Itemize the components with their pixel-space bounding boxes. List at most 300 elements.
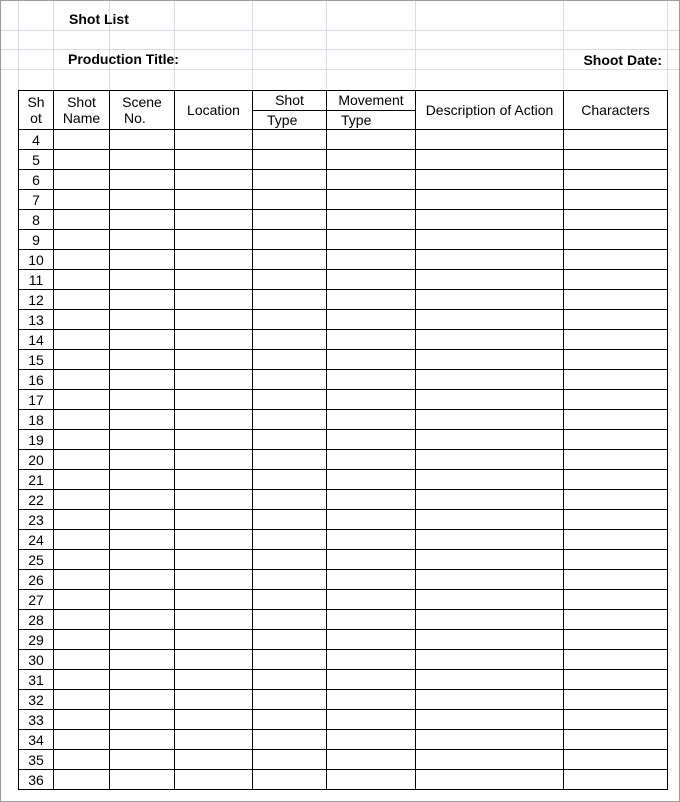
shot-name-cell[interactable]: [54, 370, 110, 390]
description-cell[interactable]: [416, 710, 564, 730]
characters-cell[interactable]: [564, 730, 668, 750]
table-row: [19, 330, 668, 350]
description-cell[interactable]: [416, 450, 564, 470]
location-cell[interactable]: [175, 750, 253, 770]
shot-name-cell[interactable]: [54, 470, 110, 490]
scene-no-cell[interactable]: [110, 570, 175, 590]
location-cell[interactable]: [175, 770, 253, 790]
scene-no-cell[interactable]: [110, 270, 175, 290]
location-cell[interactable]: [175, 310, 253, 330]
movement-type-cell[interactable]: [327, 570, 416, 590]
table-row: [19, 310, 668, 330]
description-cell[interactable]: [416, 330, 564, 350]
scene-no-cell[interactable]: [110, 710, 175, 730]
shot-name-cell[interactable]: [54, 410, 110, 430]
shot-name-cell[interactable]: [54, 530, 110, 550]
location-cell[interactable]: [175, 350, 253, 370]
location-cell[interactable]: [175, 730, 253, 750]
shot-name-cell[interactable]: [54, 190, 110, 210]
description-cell[interactable]: [416, 430, 564, 450]
scene-no-cell[interactable]: [110, 190, 175, 210]
table-row: [19, 230, 668, 250]
shot-number-cell: 30: [19, 650, 54, 670]
shot-name-cell[interactable]: [54, 730, 110, 750]
movement-type-cell[interactable]: [327, 310, 416, 330]
description-cell[interactable]: [416, 610, 564, 630]
characters-cell[interactable]: [564, 230, 668, 250]
movement-type-cell[interactable]: [327, 210, 416, 230]
scene-no-cell[interactable]: [110, 150, 175, 170]
description-cell[interactable]: [416, 650, 564, 670]
shot-type-cell[interactable]: [253, 370, 327, 390]
table-row: [19, 210, 668, 230]
shot-number-cell: 8: [19, 210, 54, 230]
movement-type-cell[interactable]: [327, 350, 416, 370]
shot-number-cell: 17: [19, 390, 54, 410]
scene-no-cell[interactable]: [110, 430, 175, 450]
shot-number-cell: 35: [19, 750, 54, 770]
scene-no-cell[interactable]: [110, 610, 175, 630]
movement-type-cell[interactable]: [327, 430, 416, 450]
shot-number-cell: 11: [19, 270, 54, 290]
scene-no-cell[interactable]: [110, 490, 175, 510]
movement-type-cell[interactable]: [327, 190, 416, 210]
description-cell[interactable]: [416, 150, 564, 170]
movement-type-cell[interactable]: [327, 410, 416, 430]
shot-name-cell[interactable]: [54, 750, 110, 770]
movement-type-cell[interactable]: [327, 150, 416, 170]
characters-cell[interactable]: [564, 330, 668, 350]
shot-type-cell[interactable]: [253, 650, 327, 670]
shot-name-cell[interactable]: [54, 130, 110, 150]
description-cell[interactable]: [416, 390, 564, 410]
table-row: [19, 590, 668, 610]
movement-type-cell[interactable]: [327, 730, 416, 750]
location-cell[interactable]: [175, 690, 253, 710]
location-cell[interactable]: [175, 430, 253, 450]
movement-type-cell[interactable]: [327, 710, 416, 730]
shot-name-cell[interactable]: [54, 390, 110, 410]
table-row: [19, 750, 668, 770]
scene-no-cell[interactable]: [110, 470, 175, 490]
description-cell[interactable]: [416, 570, 564, 590]
location-cell[interactable]: [175, 150, 253, 170]
shot-name-cell[interactable]: [54, 450, 110, 470]
shot-number-cell: 23: [19, 510, 54, 530]
table-row: [19, 370, 668, 390]
movement-type-cell[interactable]: [327, 230, 416, 250]
gridline: [563, 1, 564, 91]
gridline: [1, 69, 679, 70]
scene-no-cell[interactable]: [110, 250, 175, 270]
shot-name-cell[interactable]: [54, 210, 110, 230]
scene-no-cell[interactable]: [110, 670, 175, 690]
shot-name-cell[interactable]: [54, 270, 110, 290]
shot-name-cell[interactable]: [54, 330, 110, 350]
gridline: [667, 1, 668, 91]
scene-no-cell[interactable]: [110, 630, 175, 650]
shot-number-cell: 12: [19, 290, 54, 310]
location-cell[interactable]: [175, 290, 253, 310]
production-title-label: Production Title:: [68, 51, 179, 67]
scene-no-cell[interactable]: [110, 390, 175, 410]
characters-cell[interactable]: [564, 150, 668, 170]
characters-cell[interactable]: [564, 270, 668, 290]
shot-type-cell[interactable]: [253, 350, 327, 370]
shot-type-cell[interactable]: [253, 410, 327, 430]
shot-type-cell[interactable]: [253, 670, 327, 690]
movement-type-cell[interactable]: [327, 250, 416, 270]
shot-number-cell: 31: [19, 670, 54, 690]
movement-type-cell[interactable]: [327, 330, 416, 350]
shot-number-cell: 28: [19, 610, 54, 630]
location-cell[interactable]: [175, 710, 253, 730]
characters-cell[interactable]: [564, 470, 668, 490]
movement-type-cell[interactable]: [327, 770, 416, 790]
location-cell[interactable]: [175, 670, 253, 690]
shot-type-cell[interactable]: [253, 270, 327, 290]
scene-no-cell[interactable]: [110, 450, 175, 470]
shot-name-cell[interactable]: [54, 570, 110, 590]
characters-cell[interactable]: [564, 170, 668, 190]
description-cell[interactable]: [416, 210, 564, 230]
description-cell[interactable]: [416, 370, 564, 390]
table-row: [19, 630, 668, 650]
scene-no-cell[interactable]: [110, 210, 175, 230]
shot-number-cell: 7: [19, 190, 54, 210]
shot-number-cell: 27: [19, 590, 54, 610]
shot-name-cell[interactable]: [54, 650, 110, 670]
shot-name-cell[interactable]: [54, 710, 110, 730]
movement-type-cell[interactable]: [327, 290, 416, 310]
scene-no-cell[interactable]: [110, 530, 175, 550]
shot-number-cell: 15: [19, 350, 54, 370]
shot-type-cell[interactable]: [253, 610, 327, 630]
location-cell[interactable]: [175, 530, 253, 550]
table-row: [19, 190, 668, 210]
characters-cell[interactable]: [564, 630, 668, 650]
shot-type-cell[interactable]: [253, 330, 327, 350]
description-cell[interactable]: [416, 230, 564, 250]
movement-type-cell[interactable]: [327, 450, 416, 470]
characters-cell[interactable]: [564, 430, 668, 450]
shot-number-cell: 25: [19, 550, 54, 570]
description-cell[interactable]: [416, 270, 564, 290]
scene-no-cell[interactable]: [110, 290, 175, 310]
shot-name-cell[interactable]: [54, 230, 110, 250]
location-cell[interactable]: [175, 630, 253, 650]
description-cell[interactable]: [416, 770, 564, 790]
characters-cell[interactable]: [564, 510, 668, 530]
shot-type-cell[interactable]: [253, 710, 327, 730]
shot-type-cell[interactable]: [253, 450, 327, 470]
table-row: [19, 410, 668, 430]
shot-number-cell: 21: [19, 470, 54, 490]
scene-no-cell[interactable]: [110, 590, 175, 610]
table-row: [19, 270, 668, 290]
characters-cell[interactable]: [564, 590, 668, 610]
table-row: [19, 670, 668, 690]
location-cell[interactable]: [175, 210, 253, 230]
shot-type-cell[interactable]: [253, 250, 327, 270]
characters-cell[interactable]: [564, 770, 668, 790]
movement-type-cell[interactable]: [327, 170, 416, 190]
location-cell[interactable]: [175, 170, 253, 190]
description-cell[interactable]: [416, 670, 564, 690]
movement-type-cell[interactable]: [327, 390, 416, 410]
shot-name-cell[interactable]: [54, 590, 110, 610]
shot-name-cell[interactable]: [54, 430, 110, 450]
characters-cell[interactable]: [564, 750, 668, 770]
shot-name-cell[interactable]: [54, 670, 110, 690]
shot-number-cell: 24: [19, 530, 54, 550]
shot-type-cell[interactable]: [253, 750, 327, 770]
characters-cell[interactable]: [564, 250, 668, 270]
header-shot: Sh ot: [19, 91, 54, 130]
shot-name-cell[interactable]: [54, 690, 110, 710]
scene-no-cell[interactable]: [110, 130, 175, 150]
description-cell[interactable]: [416, 690, 564, 710]
description-cell[interactable]: [416, 730, 564, 750]
characters-cell[interactable]: [564, 350, 668, 370]
shot-number-cell: 33: [19, 710, 54, 730]
characters-cell[interactable]: [564, 670, 668, 690]
shot-type-cell[interactable]: [253, 150, 327, 170]
characters-cell[interactable]: [564, 210, 668, 230]
shot-type-cell[interactable]: [253, 630, 327, 650]
description-cell[interactable]: [416, 510, 564, 530]
location-cell[interactable]: [175, 570, 253, 590]
shot-type-cell[interactable]: [253, 290, 327, 310]
description-cell[interactable]: [416, 630, 564, 650]
scene-no-cell[interactable]: [110, 770, 175, 790]
shot-number-cell: 16: [19, 370, 54, 390]
movement-type-cell[interactable]: [327, 270, 416, 290]
shot-number-cell: 5: [19, 150, 54, 170]
location-cell[interactable]: [175, 230, 253, 250]
location-cell[interactable]: [175, 390, 253, 410]
shot-name-cell[interactable]: [54, 170, 110, 190]
location-cell[interactable]: [175, 650, 253, 670]
shot-type-cell[interactable]: [253, 530, 327, 550]
description-cell[interactable]: [416, 170, 564, 190]
shot-list-table: [18, 90, 668, 790]
shot-type-cell[interactable]: [253, 230, 327, 250]
shot-number-cell: 4: [19, 130, 54, 150]
shot-type-cell[interactable]: [253, 390, 327, 410]
gridline: [252, 1, 253, 91]
shot-type-cell[interactable]: [253, 490, 327, 510]
description-cell[interactable]: [416, 310, 564, 330]
scene-no-cell[interactable]: [110, 370, 175, 390]
shot-number-cell: 9: [19, 230, 54, 250]
gridline: [1, 49, 679, 50]
location-cell[interactable]: [175, 270, 253, 290]
scene-no-cell[interactable]: [110, 750, 175, 770]
movement-type-cell[interactable]: [327, 590, 416, 610]
movement-type-cell[interactable]: [327, 510, 416, 530]
movement-type-cell[interactable]: [327, 610, 416, 630]
scene-no-cell[interactable]: [110, 230, 175, 250]
shot-name-cell[interactable]: [54, 630, 110, 650]
location-cell[interactable]: [175, 130, 253, 150]
table-row: [19, 250, 668, 270]
characters-cell[interactable]: [564, 450, 668, 470]
description-cell[interactable]: [416, 130, 564, 150]
description-cell[interactable]: [416, 350, 564, 370]
table-row: [19, 290, 668, 310]
header-shot-type: Shot Type: [253, 91, 327, 130]
characters-cell[interactable]: [564, 310, 668, 330]
location-cell[interactable]: [175, 490, 253, 510]
shot-type-cell[interactable]: [253, 590, 327, 610]
table-header-row: [19, 91, 668, 130]
shot-number-cell: 18: [19, 410, 54, 430]
characters-cell[interactable]: [564, 390, 668, 410]
shot-name-cell[interactable]: [54, 150, 110, 170]
scene-no-cell[interactable]: [110, 690, 175, 710]
movement-type-cell[interactable]: [327, 490, 416, 510]
shot-type-cell[interactable]: [253, 210, 327, 230]
movement-type-cell[interactable]: [327, 630, 416, 650]
shot-number-cell: 32: [19, 690, 54, 710]
description-cell[interactable]: [416, 250, 564, 270]
table-row: [19, 710, 668, 730]
scene-no-cell[interactable]: [110, 410, 175, 430]
shot-type-cell[interactable]: [253, 470, 327, 490]
shot-type-cell[interactable]: [253, 770, 327, 790]
shot-type-cell[interactable]: [253, 170, 327, 190]
gridline: [415, 1, 416, 91]
characters-cell[interactable]: [564, 550, 668, 570]
table-row: [19, 690, 668, 710]
table-row: [19, 730, 668, 750]
characters-cell[interactable]: [564, 710, 668, 730]
movement-type-cell[interactable]: [327, 670, 416, 690]
movement-type-cell[interactable]: [327, 470, 416, 490]
location-cell[interactable]: [175, 410, 253, 430]
characters-cell[interactable]: [564, 610, 668, 630]
shot-type-cell[interactable]: [253, 430, 327, 450]
characters-cell[interactable]: [564, 290, 668, 310]
shot-name-cell[interactable]: [54, 310, 110, 330]
characters-cell[interactable]: [564, 530, 668, 550]
table-row: [19, 450, 668, 470]
movement-type-cell[interactable]: [327, 690, 416, 710]
shot-number-cell: 6: [19, 170, 54, 190]
document-title: Shot List: [69, 11, 129, 27]
table-row: [19, 470, 668, 490]
table-row: [19, 530, 668, 550]
scene-no-cell[interactable]: [110, 350, 175, 370]
location-cell[interactable]: [175, 450, 253, 470]
scene-no-cell[interactable]: [110, 310, 175, 330]
description-cell[interactable]: [416, 530, 564, 550]
characters-cell[interactable]: [564, 690, 668, 710]
scene-no-cell[interactable]: [110, 730, 175, 750]
description-cell[interactable]: [416, 490, 564, 510]
shot-number-cell: 19: [19, 430, 54, 450]
header-scene-no: Scene No.: [110, 91, 175, 130]
location-cell[interactable]: [175, 610, 253, 630]
shot-type-cell[interactable]: [253, 190, 327, 210]
description-cell[interactable]: [416, 590, 564, 610]
location-cell[interactable]: [175, 590, 253, 610]
scene-no-cell[interactable]: [110, 550, 175, 570]
shot-number-cell: 36: [19, 770, 54, 790]
shot-type-cell[interactable]: [253, 310, 327, 330]
characters-cell[interactable]: [564, 650, 668, 670]
movement-type-cell[interactable]: [327, 750, 416, 770]
characters-cell[interactable]: [564, 410, 668, 430]
scene-no-cell[interactable]: [110, 170, 175, 190]
shot-name-cell[interactable]: [54, 510, 110, 530]
table-row: [19, 610, 668, 630]
shot-number-cell: 10: [19, 250, 54, 270]
movement-type-cell[interactable]: [327, 370, 416, 390]
shot-number-cell: 34: [19, 730, 54, 750]
shot-name-cell[interactable]: [54, 250, 110, 270]
description-cell[interactable]: [416, 190, 564, 210]
table-row: [19, 770, 668, 790]
shot-type-cell[interactable]: [253, 730, 327, 750]
characters-cell[interactable]: [564, 190, 668, 210]
characters-cell[interactable]: [564, 570, 668, 590]
header-shot-name: Shot Name: [54, 91, 110, 130]
shot-name-cell[interactable]: [54, 770, 110, 790]
movement-type-cell[interactable]: [327, 130, 416, 150]
shot-type-cell[interactable]: [253, 510, 327, 530]
header-description: Description of Action: [416, 91, 564, 130]
location-cell[interactable]: [175, 550, 253, 570]
gridline: [1, 30, 679, 31]
scene-no-cell[interactable]: [110, 330, 175, 350]
shot-type-cell[interactable]: [253, 690, 327, 710]
shot-type-cell[interactable]: [253, 550, 327, 570]
location-cell[interactable]: [175, 330, 253, 350]
shot-name-cell[interactable]: [54, 350, 110, 370]
shot-name-cell[interactable]: [54, 490, 110, 510]
shot-number-cell: 20: [19, 450, 54, 470]
description-cell[interactable]: [416, 470, 564, 490]
movement-type-cell[interactable]: [327, 550, 416, 570]
characters-cell[interactable]: [564, 130, 668, 150]
movement-type-cell[interactable]: [327, 530, 416, 550]
description-cell[interactable]: [416, 750, 564, 770]
movement-type-cell[interactable]: [327, 650, 416, 670]
location-cell[interactable]: [175, 510, 253, 530]
shot-type-cell[interactable]: [253, 130, 327, 150]
location-cell[interactable]: [175, 250, 253, 270]
shot-name-cell[interactable]: [54, 550, 110, 570]
location-cell[interactable]: [175, 190, 253, 210]
description-cell[interactable]: [416, 410, 564, 430]
shot-type-cell[interactable]: [253, 570, 327, 590]
location-cell[interactable]: [175, 470, 253, 490]
description-cell[interactable]: [416, 290, 564, 310]
table-row: [19, 150, 668, 170]
table-row: [19, 390, 668, 410]
scene-no-cell[interactable]: [110, 650, 175, 670]
location-cell[interactable]: [175, 370, 253, 390]
characters-cell[interactable]: [564, 370, 668, 390]
scene-no-cell[interactable]: [110, 510, 175, 530]
characters-cell[interactable]: [564, 490, 668, 510]
shot-name-cell[interactable]: [54, 610, 110, 630]
shot-name-cell[interactable]: [54, 290, 110, 310]
description-cell[interactable]: [416, 550, 564, 570]
table-row: [19, 170, 668, 190]
